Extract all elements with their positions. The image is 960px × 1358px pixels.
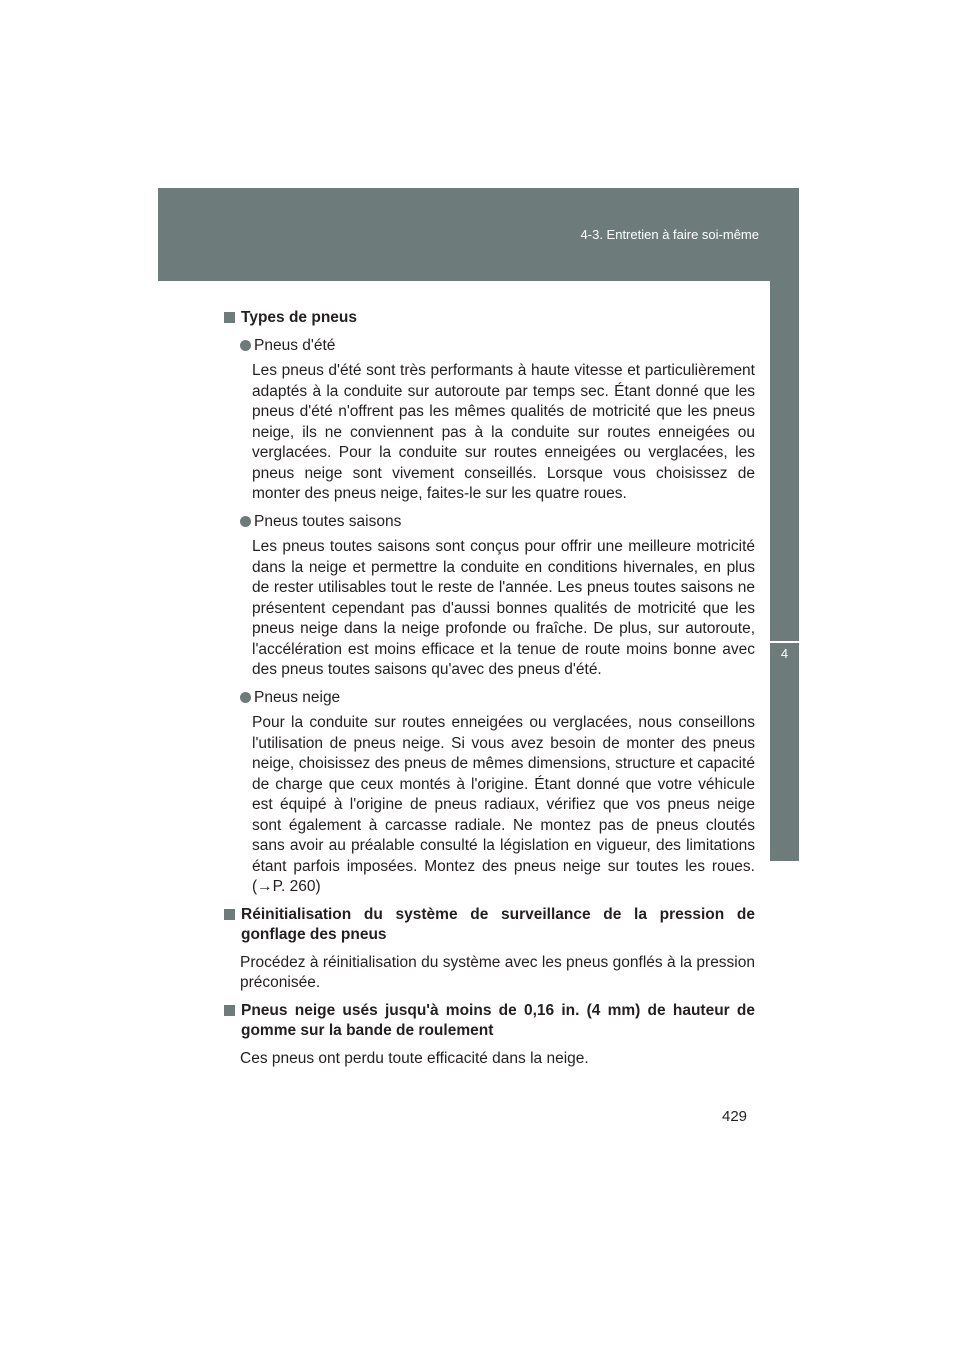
item-label: Pneus toutes saisons <box>254 512 402 530</box>
page-number: 429 <box>722 1108 748 1125</box>
list-item-allseason <box>224 512 755 533</box>
round-bullet-icon <box>240 340 251 351</box>
section-title: 4-3. Entretien à faire soi-même <box>580 227 759 242</box>
chapter-side-tab <box>770 281 799 1076</box>
square-bullet-icon <box>224 312 235 323</box>
section-heading-types: Types de pneus <box>224 308 755 329</box>
chapter-title: Entretien et soin <box>776 982 792 1076</box>
item-label: Pneus neige <box>254 688 341 706</box>
header-band <box>158 188 799 281</box>
square-bullet-icon <box>224 909 235 920</box>
worn-tires-paragraph: Ces pneus ont perdu toute efficacité dans la neige. <box>240 1049 589 1067</box>
list-item-summer <box>224 336 755 357</box>
reset-paragraph: Procédez à réinitialisation du système avec les pneus gonflés à la pression préconisée. <box>240 953 755 991</box>
chapter-number: 4 <box>780 646 789 661</box>
side-tab-divider <box>770 641 799 643</box>
page-content <box>224 308 755 1076</box>
allseason-tires-paragraph: Les pneus toutes saisons sont conçus pour offrir une meilleure motricité dans la neige et permettre la conduite en conditions hivernales, en plus de rester utilisables tout le reste de l'année. Les pneus toutes saisons ne présentent cependant pas d'aussi bonnes qualités de motricité que les pneus neige dans la neige profonde ou fraîche. De plus, sur autoroute, l'accélération est moins efficace et la tenue de route moins bonne avec des pneus toutes saisons qu'avec des pneus d'été. <box>252 538 755 678</box>
round-bullet-icon <box>240 516 251 527</box>
snow-tires-paragraph: Pour la conduite sur routes enneigées ou verglacées, nous conseillons l'utilisation de pneus neige. Si vous avez besoin de monter des pneus neige, choisissez des pneus de mêmes dimensions, structure et capacité de charge que ceux montés à l'origine. Étant donné que votre véhicule est équipé à l'origine de pneus radiaux, vérifiez que vos pneus neige sont également à carcasse radiale. Ne montez pas de pneus cloutés sans avoir au préalable consulté la législation en vigueur, des limitations étant parfois imposées. Montez des pneus neige sur toutes les roues. (→P. 260) <box>252 714 755 895</box>
item-label: Pneus d'été <box>254 336 336 354</box>
summer-tires-paragraph: Les pneus d'été sont très performants à haute vitesse et particulièrement adaptés à la conduite sur autoroute par temps sec. Étant donné que les pneus d'été n'offrent pas les mêmes qualités de motricité que les pneus neige, ils ne conviennent pas à la conduite sur routes enneigées ou verglacées. Pour la conduite sur routes enneigées ou verglacées, les pneus neige sont vivement conseillés. Lorsque vous choisissez de monter des pneus neige, faites-le sur les quatre roues. <box>252 362 755 502</box>
round-bullet-icon <box>240 692 251 703</box>
square-bullet-icon <box>224 1005 235 1016</box>
section-heading-reset: Réinitialisation du système de surveillance de la pression de gonflage des pneus <box>224 905 755 946</box>
list-item-snow <box>224 688 755 709</box>
section-heading-worn: Pneus neige usés jusqu'à moins de 0,16 in. (4 mm) de hauteur de gomme sur la bande de roulement <box>224 1001 755 1042</box>
